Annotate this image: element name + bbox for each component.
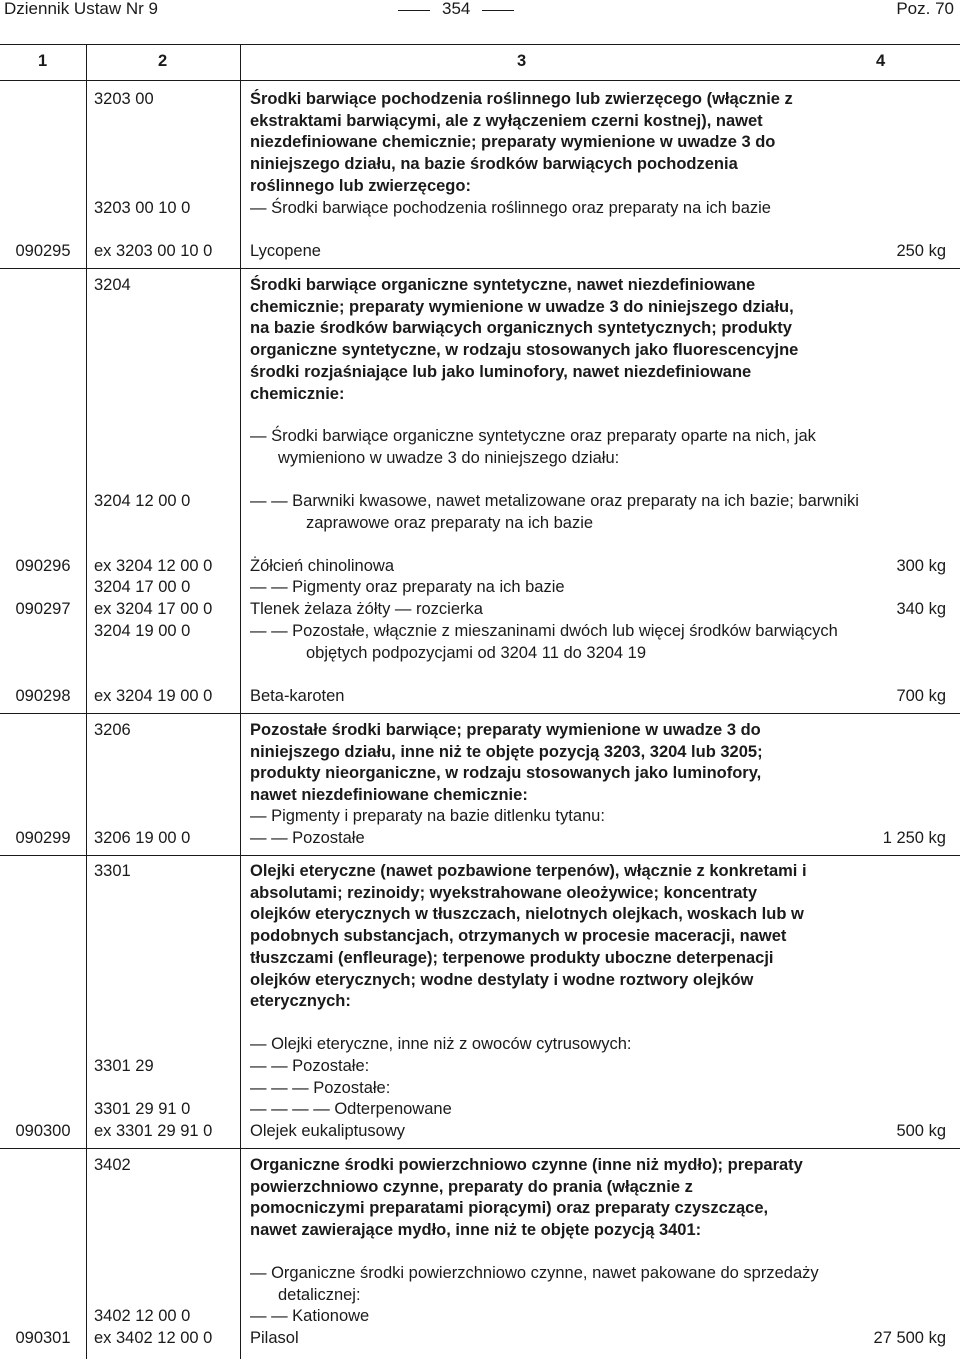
description: Żółcień chinolinowa [250, 557, 394, 575]
description: — — Pozostałe: [250, 1057, 370, 1075]
description: — — Pozostałe [250, 829, 365, 847]
description: — — — Pozostałe: [250, 1079, 391, 1097]
description: — — Barwniki kwasowe, nawet metalizowane oraz preparaty na ich bazie; barwniki zaprawowe oraz preparaty na ich bazie [250, 492, 859, 532]
description: Organiczne środki powierzchniowo czynne (inne niż mydło); preparaty powierzchniowo czynne, preparaty do prania (włącznie z pomocniczymi preparatami piorącymi) oraz preparaty czyszczące, nawet zawierające mydło, inne niż te objęte pozycją 3401: [250, 1156, 803, 1240]
column-header-1: 1 [38, 52, 48, 70]
page-number: 354 [442, 0, 471, 18]
column-header-2: 2 [158, 52, 168, 70]
column-divider [240, 44, 241, 1359]
group-divider [0, 1148, 960, 1149]
description: Środki barwiące organiczne syntetyczne, nawet niezdefiniowane chemicznie; preparaty wymienione w uwadze 3 do niniejszego działu, na bazie środków barwiących organicznych syntetycznych; produkty organiczne syntetyczne, w rodzaju stosowanych jako fluorescencyjne środki rozjaśniające lub jako luminofory, nawet niezdefiniowane chemicznie: [250, 276, 799, 403]
order-number: 090297 [15, 600, 71, 618]
description: — Organiczne środki powierzchniowo czynne, nawet pakowane do sprzedaży detalicznej: [250, 1264, 819, 1304]
table-top-border [0, 44, 960, 45]
quantity: 1 250 kg [882, 829, 946, 847]
column-header-4: 4 [876, 52, 886, 70]
description: Olejek eukaliptusowy [250, 1122, 405, 1140]
group-divider [0, 855, 960, 856]
cn-code: 3402 12 00 0 [94, 1307, 191, 1325]
cn-code: ex 3204 17 00 0 [94, 600, 213, 618]
description: Tlenek żelaza żółty — rozcierka [250, 600, 483, 618]
cn-code: ex 3402 12 00 0 [94, 1329, 213, 1347]
cn-code: 3203 00 10 0 [94, 199, 191, 217]
cn-code: 3204 12 00 0 [94, 492, 191, 510]
description: — — Pozostałe, włącznie z mieszaninami dwóch lub więcej środków barwiących objętych podpozycjami od 3204 11 do 3204 19 [250, 622, 838, 662]
cn-code: 3203 00 [94, 90, 154, 108]
description: Lycopene [250, 242, 321, 260]
quantity: 340 kg [896, 600, 946, 618]
cn-code: ex 3203 00 10 0 [94, 242, 213, 260]
description: — Środki barwiące pochodzenia roślinnego oraz preparaty na ich bazie [250, 199, 771, 217]
description: Pilasol [250, 1329, 299, 1347]
group-divider [0, 268, 960, 269]
description: — — — — Odterpenowane [250, 1100, 452, 1118]
cn-code: ex 3204 19 00 0 [94, 687, 213, 705]
header-divider [0, 80, 960, 81]
cn-code: 3402 [94, 1156, 131, 1174]
quantity: 27 500 kg [873, 1329, 946, 1347]
position-number: Poz. 70 [896, 0, 954, 18]
order-number: 090301 [15, 1329, 71, 1347]
cn-code: 3206 [94, 721, 131, 739]
description: — Olejki eteryczne, inne niż z owoców cytrusowych: [250, 1035, 632, 1053]
order-number: 090299 [15, 829, 71, 847]
quantity: 300 kg [896, 557, 946, 575]
group-divider [0, 713, 960, 714]
cn-code: 3206 19 00 0 [94, 829, 191, 847]
cn-code: 3204 [94, 276, 131, 294]
cn-code: 3301 29 91 0 [94, 1100, 191, 1118]
description: Pozostałe środki barwiące; preparaty wymienione w uwadze 3 do niniejszego działu, inne niż te objęte pozycją 3203, 3204 lub 3205; produkty nieorganiczne, w rodzaju stosowanych jako luminofory, nawet niezdefiniowane chemicznie: [250, 721, 763, 805]
order-number: 090295 [15, 242, 71, 260]
column-divider [86, 44, 87, 1359]
cn-code: ex 3301 29 91 0 [94, 1122, 213, 1140]
cn-code: 3301 29 [94, 1057, 154, 1075]
quantity: 250 kg [896, 242, 946, 260]
cn-code: ex 3204 12 00 0 [94, 557, 213, 575]
quantity: 500 kg [896, 1122, 946, 1140]
cn-code: 3204 19 00 0 [94, 622, 191, 640]
cn-code: 3204 17 00 0 [94, 578, 191, 596]
description: Olejki eteryczne (nawet pozbawione terpenów), włącznie z konkretami i absolutami; rezinoidy; wyekstrahowane oleożywice; koncentraty olejków eterycznych w tłuszczach, nielotnych olejkach, woskach lub w podobnych substancjach, otrzymanych w procesie maceracji, nawet tłuszczami (enfleurage); terpenowe produkty uboczne deterpenacji olejków eterycznych; wodne destylaty i wodne roztwory olejków eterycznych: [250, 862, 807, 1011]
column-header-3: 3 [517, 52, 527, 70]
description: — — Pigmenty oraz preparaty na ich bazie [250, 578, 565, 596]
description: Beta-karoten [250, 687, 345, 705]
journal-title: Dziennik Ustaw Nr 9 [4, 0, 158, 18]
page-header [0, 0, 960, 24]
cn-code: 3301 [94, 862, 131, 880]
order-number: 090296 [15, 557, 71, 575]
description: Środki barwiące pochodzenia roślinnego lub zwierzęcego (włącznie z ekstraktami barwiącymi, ale z wyłączeniem czerni kostnej), nawet niezdefiniowane chemicznie; preparaty wymienione w uwadze 3 do niniejszego działu, na bazie środków barwiących pochodzenia roślinnego lub zwierzęcego: [250, 90, 793, 195]
order-number: 090298 [15, 687, 71, 705]
description: — Środki barwiące organiczne syntetyczne oraz preparaty oparte na nich, jak wymieniono w uwadze 3 do niniejszego działu: [250, 427, 816, 467]
order-number: 090300 [15, 1122, 71, 1140]
description: — — Kationowe [250, 1307, 370, 1325]
quantity: 700 kg [896, 687, 946, 705]
description: — Pigmenty i preparaty na bazie ditlenku tytanu: [250, 807, 605, 825]
